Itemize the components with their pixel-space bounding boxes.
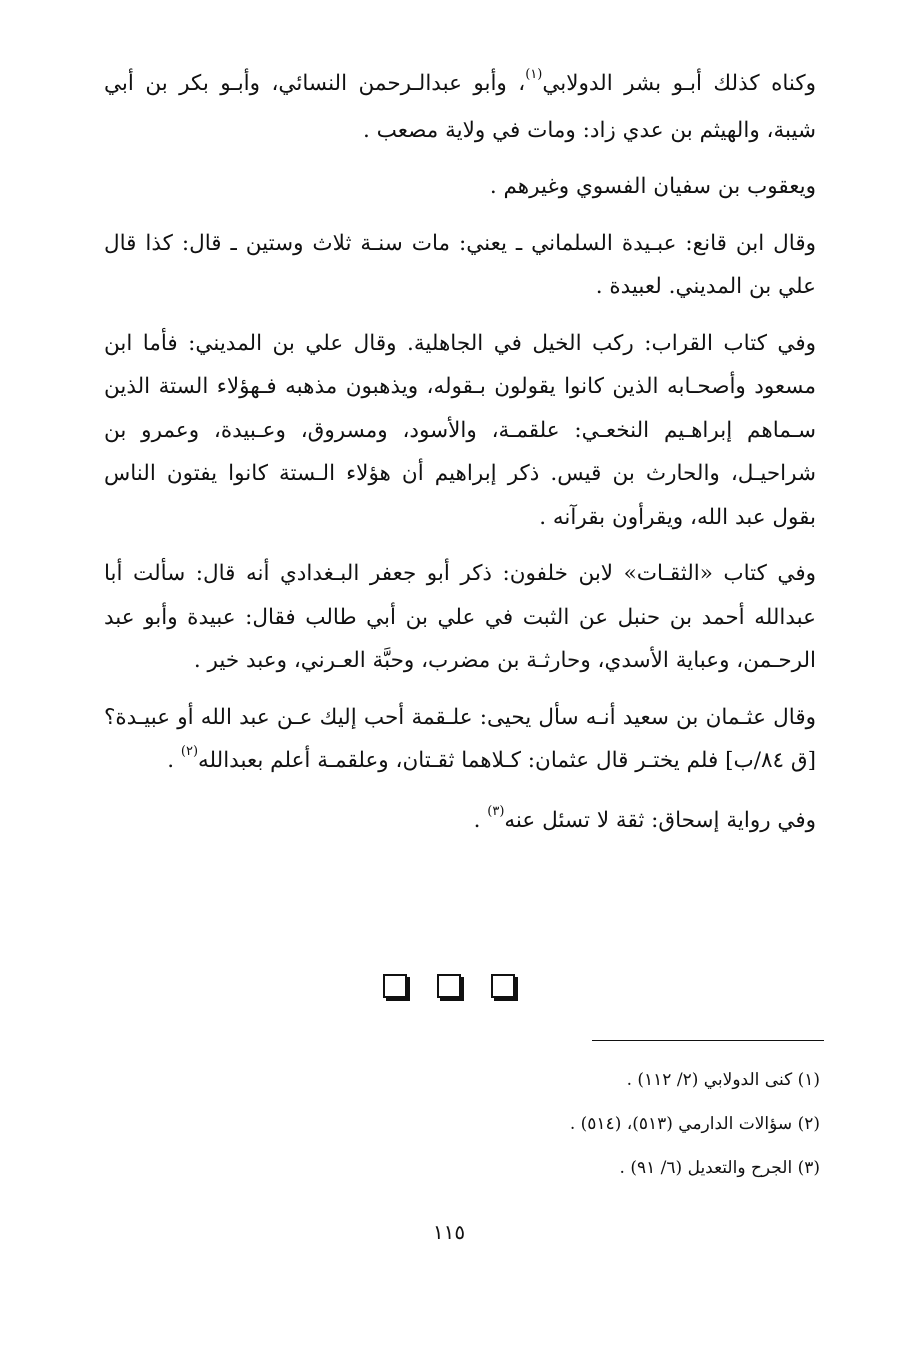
footnote-separator [592,1040,824,1041]
paragraph-4 [104,322,816,540]
paragraph-6 [104,696,816,786]
paragraph-text: وفي كتاب «الثقـات» لابن خلفون: ذكر أبو جعفر البـغدادي أنه قال: سألت أبا عبدالله أحمد بن حنبل عن الثبت في علي بن أبي طالب فقال: عبيدة وأبو عبد الرحـمن، وعباية الأسدي، وحارثـة بن مضرب، وحبَّة العـرني، وعبد خير . [104,561,816,673]
footnote-ref-1[interactable]: (١) [525,67,543,82]
footnote-3: (٣) الجرح والتعديل (٦/ ٩١) . [619,1158,820,1178]
paragraph-1 [104,62,816,152]
footnote-ref-2[interactable]: (٢) [180,744,199,759]
paragraph-text: ويعقوب بن سفيان الفسوي وغيرهم . [489,174,816,199]
main-text [104,62,816,845]
footnote-2: (٢) سؤالات الدارمي (٥١٣)، (٥١٤) . [569,1114,820,1134]
paragraph-text: . [473,807,488,833]
paragraph-text: وفي كتاب القراب: ركب الخيل في الجاهلية. وقال علي بن المديني: فأما ابن مسعود وأصحـابه الذين كانوا يقولون بـقوله، ويذهبون مذهبه فـهؤلاء الستة الذين سـماهم إبراهـيم النخعـي: علقمـة، والأسود، ومسروق، وعـبيدة، وعمرو بن شراحيـل، والحارث بن قيس. ذكر إبراهيم أن هؤلاء الـستة كانوا يفتون الناس بقول عبد الله، ويقرأون بقرآنه . [104,330,816,530]
paragraph-5 [104,552,816,683]
square-ornament-icon [491,974,515,998]
paragraph-text: وقال عثـمان بن سعيد أنـه سأل يحيى: علـقمة أحب إليك عـن عبد الله أو عبيـدة؟ [ق ٨٤/ب] فلم يختـر قال عثمان: كـلاهما ثقـتان، وعلقمـة أعلم بعبدالله [104,704,816,773]
paragraph-text: . [167,748,181,773]
section-divider-ornament [0,968,898,1004]
paragraph-2 [104,165,816,209]
page-number: ١١٥ [432,1220,466,1244]
paragraph-text: وكناه كذلك أبـو بشر الدولابي [542,71,816,96]
footnote-ref-3[interactable]: (٣) [487,803,505,819]
paragraph-text: وقال ابن قانع: عبـيدة السلماني ـ يعني: مات سنـة ثلاث وستين ـ قال: كذا قال علي بن المديني. لعبيدة . [104,230,816,299]
square-ornament-icon [437,974,461,998]
square-ornament-icon [383,974,407,998]
paragraph-3 [104,222,816,309]
footnotes [300,1058,820,1190]
paragraph-text: وفي رواية إسحاق: ثقة لا تسئل عنه [504,807,816,833]
footnote-1: (١) كنى الدولابي (٢/ ١١٢) . [626,1070,820,1090]
paragraph-text: ، وأبو عبدالـرحمن النسائي، وأبـو بكر بن أبي شيبة، والهيثم بن عدي زاد: ومات في ولاية مصعب . [104,71,816,143]
paragraph-7 [104,799,816,846]
